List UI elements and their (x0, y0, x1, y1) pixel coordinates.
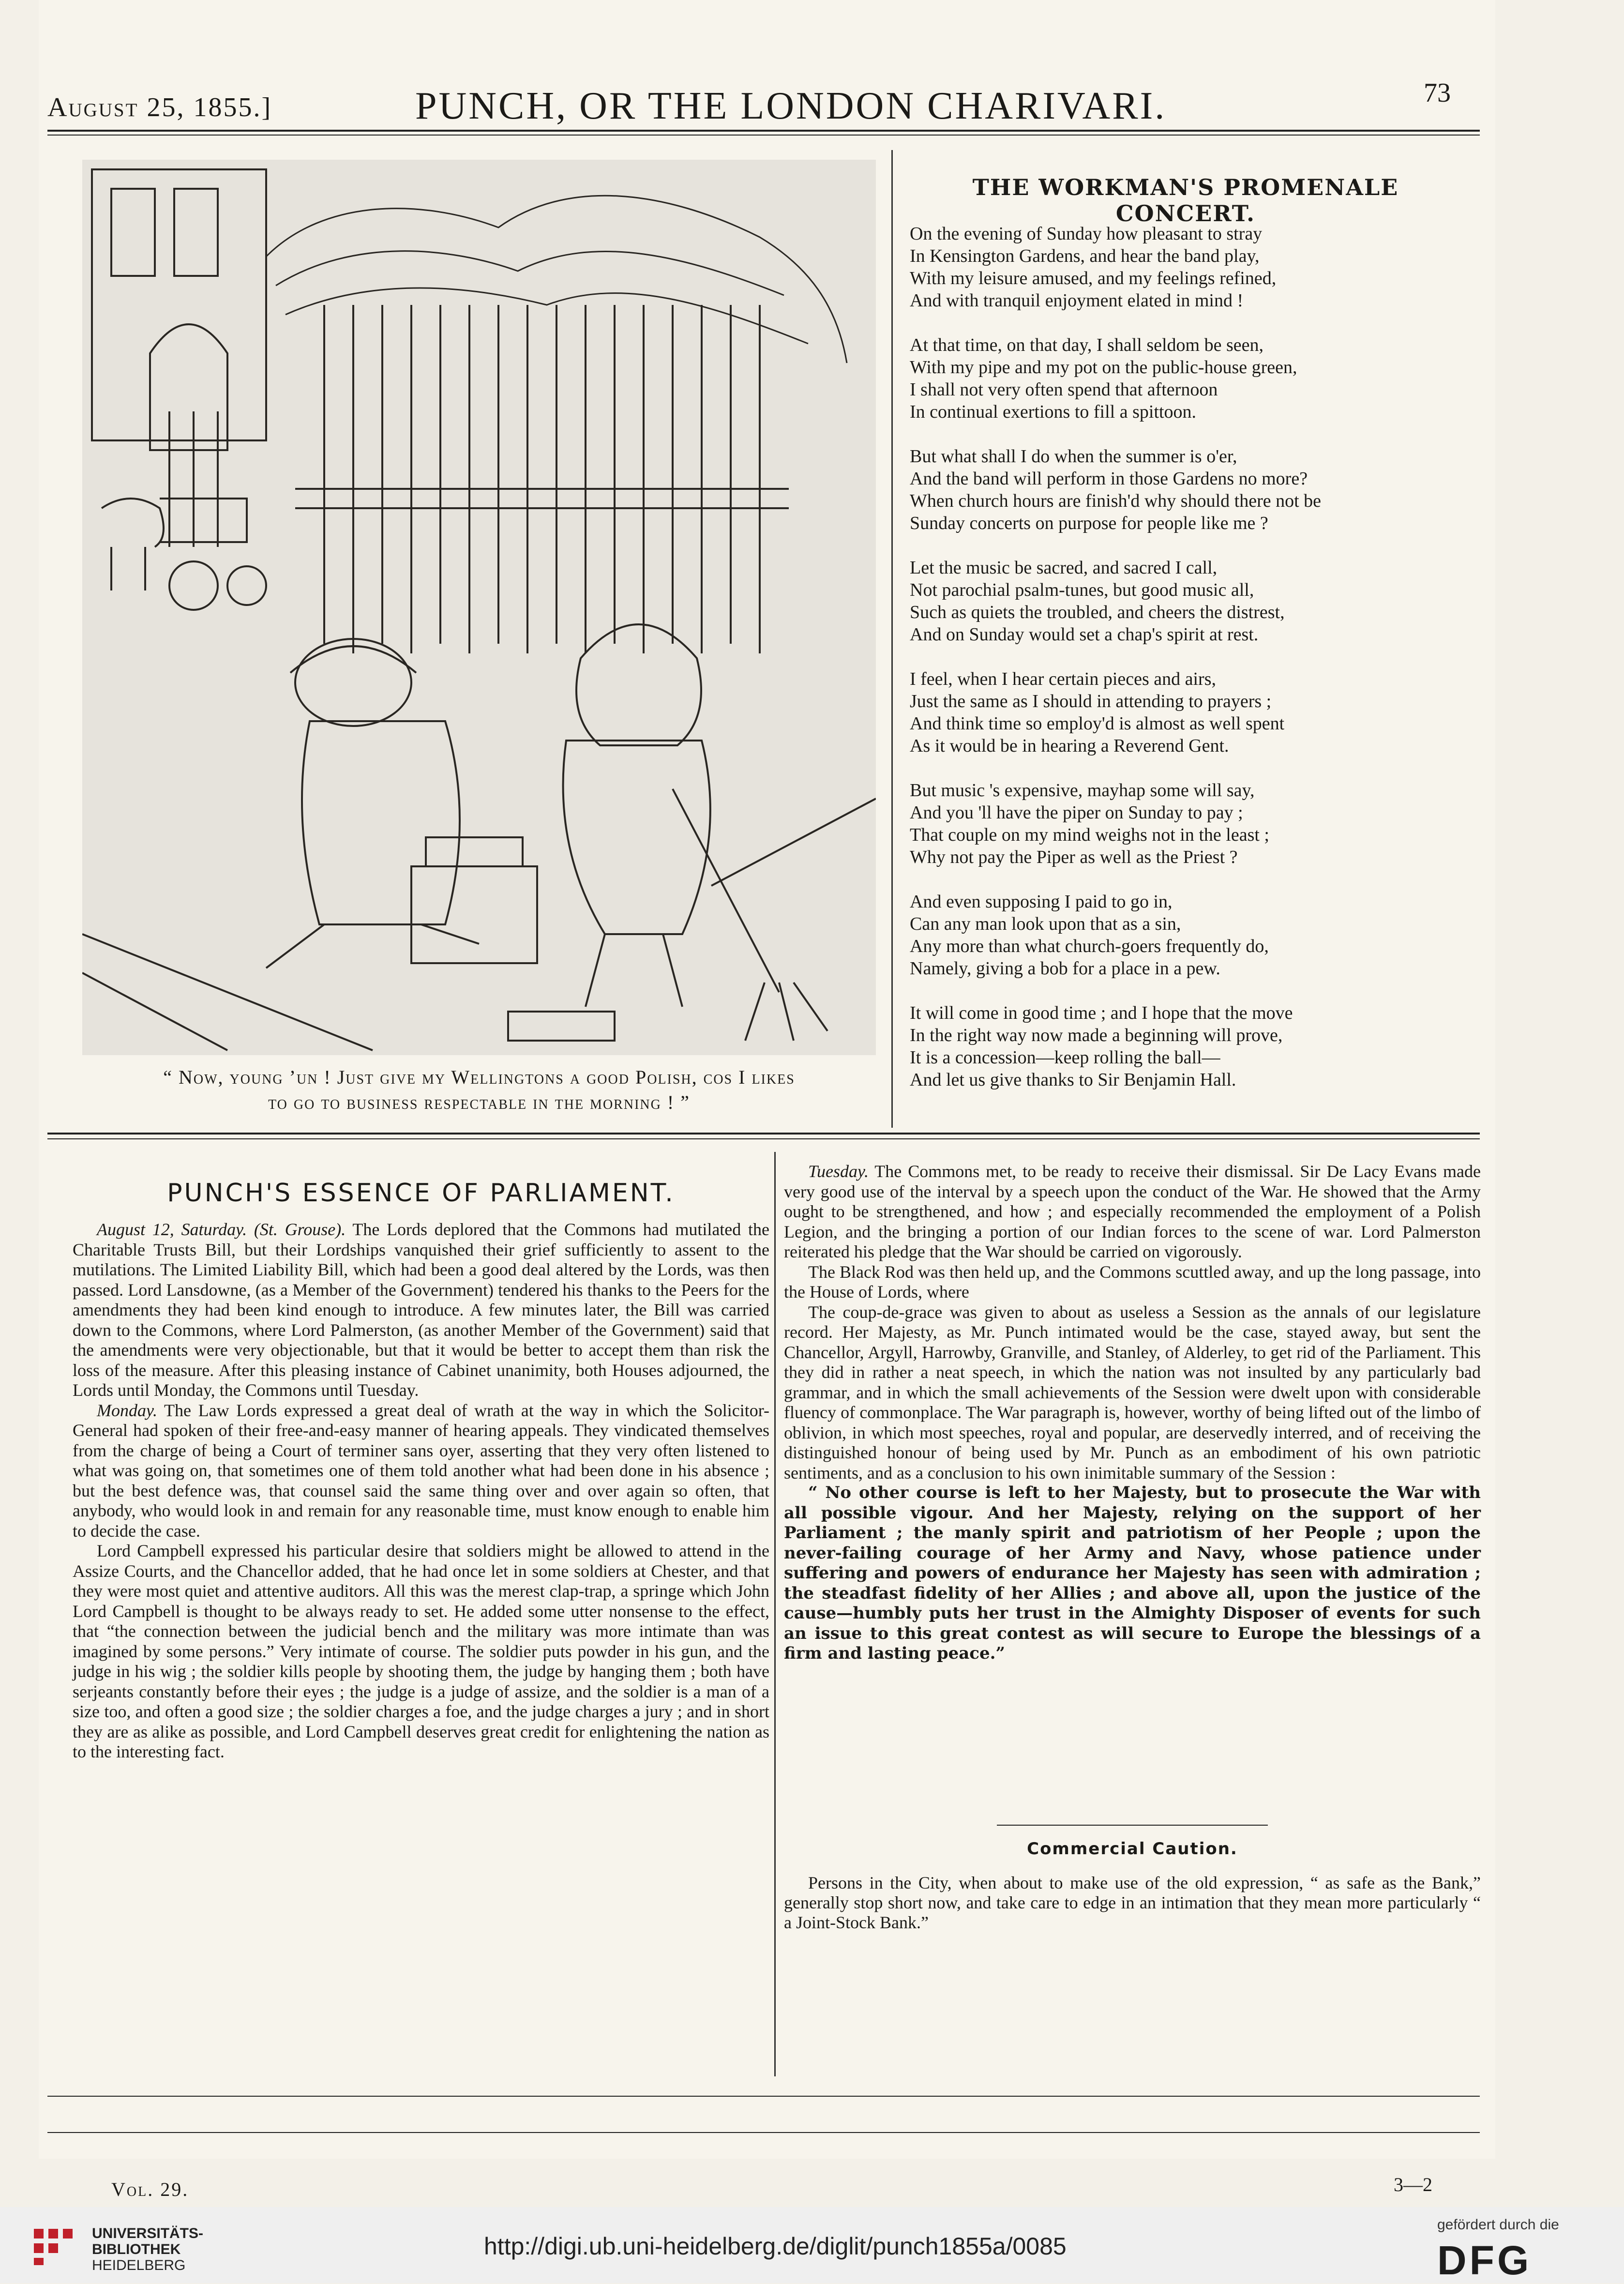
poem-line: At that time, on that day, I shall seldom be seen, (910, 335, 1263, 355)
institution-line: UNIVERSITÄTS- (92, 2225, 204, 2241)
essence-paragraph (784, 1162, 1481, 1262)
poem-line: But music 's expensive, mayhap some will say, (910, 780, 1255, 801)
poem-body (910, 223, 1471, 1113)
poem-title: THE WORKMAN'S PROMENALE CONCERT. (972, 174, 1399, 227)
issue-date: August 25, 1855.] (47, 92, 272, 122)
poem-line: And you 'll have the piper on Sunday to pay ; (910, 802, 1243, 823)
caption-line-1: “ Now, young ’un ! Just give my Wellingtons a good Polish, cos I likes (163, 1066, 795, 1088)
poem-line: Namely, giving a bob for a place in a pew. (910, 958, 1220, 979)
dfg-logo: DFG (1437, 2238, 1532, 2283)
poem-line: I feel, when I hear certain pieces and airs, (910, 669, 1216, 689)
page-number: 73 (1424, 78, 1451, 108)
commercial-title: Commercial Caution. (1027, 1839, 1238, 1859)
commercial-caution (784, 1873, 1481, 1933)
permalink-url[interactable]: http://digi.ub.uni-heidelberg.de/diglit/punch1855a/0085 (484, 2233, 1067, 2260)
poem-line: And on Sunday would set a chap's spirit at rest. (910, 624, 1259, 645)
paragraph-date: Tuesday. (808, 1162, 869, 1181)
header-rule (47, 130, 1480, 132)
poem-line: That couple on my mind weighs not in the least ; (910, 825, 1269, 845)
poem-stanza (910, 223, 1471, 312)
poem-stanza (910, 1002, 1471, 1091)
poem-line: Such as quiets the troubled, and cheers the distrest, (910, 602, 1285, 622)
footer-rule-2 (47, 2132, 1480, 2133)
masthead-title: PUNCH, OR THE LONDON CHARIVARI. (415, 85, 1167, 127)
poem-stanza (910, 779, 1471, 868)
university-library-logo (29, 2224, 82, 2268)
page-header (47, 77, 1480, 126)
essence-paragraph (73, 1220, 769, 1401)
footer-rule (47, 2096, 1480, 2097)
poem-line: It is a concession—keep rolling the ball— (910, 1047, 1220, 1068)
poem-line: With my pipe and my pot on the public-house green, (910, 357, 1297, 378)
poem-line: And even supposing I paid to go in, (910, 892, 1173, 912)
essence-title: PUNCH'S ESSENCE OF PARLIAMENT. (167, 1179, 675, 1208)
poem-line: And think time so employ'd is almost as well spent (910, 713, 1285, 734)
poem-line: Just the same as I should in attending to prayers ; (910, 691, 1272, 711)
poem-stanza (910, 891, 1471, 980)
poem-stanza (910, 445, 1471, 534)
essence-paragraph: Lord Campbell expressed his particular desire that soldiers might be allowed to attend in the Assize Courts, and the Chancellor added, that he had once let in some soldiers at Chester, and that they were most quiet and attentive auditors. All this was the merest clap-trap, a springe which John Lord Campbell is thought to be always ready to set. He added some utter nonsense to the effect, that “the connection between the judicial bench and the military was more intimate than was imagined by some persons.” Very intimate of course. The soldier puts powder in his gun, and the judge in his wig ; the soldier kills people by shooting them, the judge by hanging them ; both have serjeants constantly before their eyes ; the judge is a judge of assize, and the soldier is a man of a size too, and often a good size ; the soldier charges a foe, and the judge charges a jury ; and in short they are as alike as possible, and Lord Campbell deserves great credit for enlightening the nation as to the interesting fact. (73, 1541, 769, 1761)
section-rule (47, 1133, 1480, 1134)
paragraph-date: August 12, Saturday. (St. Grouse). (97, 1220, 346, 1239)
cartoon-illustration (82, 160, 876, 1055)
poem-line: It will come in good time ; and I hope that the move (910, 1003, 1293, 1023)
institution-line: BIBLIOTHEK (92, 2241, 181, 2257)
paragraph-text: The Law Lords expressed a great deal of wrath at the way in which the Solicitor-General had spoken of their free-and-easy manner of hearing appeals. They vindicated themselves from the charge of being a Court of terminer sans oyer, asserting that they very often listened to what was going on, that sometimes one of them told another what had been done in his absence ; but the best defence was, that counsel said the same thing over and over again so often, that anybody, who would look in and remain for any reasonable time, must know enough to enable him to decide the case. (73, 1400, 769, 1541)
column-divider-bottom (774, 1152, 776, 2076)
poem-line: But what shall I do when the summer is o'er, (910, 446, 1237, 467)
poem-line: In the right way now made a beginning will prove, (910, 1025, 1283, 1045)
poem-stanza (910, 668, 1471, 757)
paragraph-date: Monday. (97, 1400, 157, 1420)
essence-paragraph: The Black Rod was then held up, and the Commons scuttled away, and up the long passage, into the House of Lords, where (784, 1262, 1481, 1301)
poem-line: And the band will perform in those Gardens no more? (910, 469, 1308, 489)
header-rule-thin (47, 135, 1480, 136)
queens-speech-quote: “ No other course is left to her Majesty, but to prosecute the War with all possible vigour. And her Majesty, relying on the support of her Parliament ; the manly spirit and patriotism of her People ; upon the never-failing courage of her Army and Navy, whose patience under suffering and powers of endurance her Majesty has seen with admiration ; the steadfast fidelity of her Allies ; and above all, upon the justice of the cause—humbly puts her trust in the Almighty Disposer of events for such an issue to this great contest as will secure to Europe the blessings of a firm and lasting peace.” (784, 1483, 1481, 1663)
poem-line: With my leisure amused, and my feelings refined, (910, 268, 1277, 288)
illustration-caption (73, 1065, 886, 1115)
poem-line: In Kensington Gardens, and hear the band play, (910, 246, 1260, 266)
poem-line: Let the music be sacred, and sacred I call, (910, 558, 1218, 578)
poem-stanza (910, 334, 1471, 423)
university-library-name (92, 2225, 203, 2273)
caption-line-2: to go to business respectable in the morning ! ” (268, 1091, 690, 1113)
paragraph-text: The Lords deplored that the Commons had mutilated the Charitable Trusts Bill, but their Lordships vanquished their grief sufficiently to assent to the mutilations. The Limited Liability Bill, which had been a good deal altered by the Lords, was then passed. Lord Lansdowne, (as a Member of the Government) tendered his thanks to the Peers for the amendments they had been kind enough to introduce. A few minutes later, the Bill was carried down to the Commons, where Lord Palmerston, (as another Member of the Government) said that the amendments were very objectionable, but that it would be better to accept them than risk the loss of the measure. After this pleasing instance of Cabinet unanimity, both Houses adjourned, the Lords until Monday, the Commons until Tuesday. (73, 1220, 769, 1400)
poem-line: Why not pay the Piper as well as the Priest ? (910, 847, 1238, 867)
poem-line: In continual exertions to fill a spittoon. (910, 402, 1197, 422)
article-separator (997, 1825, 1268, 1826)
column-divider-top (891, 150, 893, 1128)
poem-line: I shall not very often spend that afternoon (910, 379, 1218, 400)
essence-column-right (784, 1162, 1481, 1664)
funder-label: gefördert durch die (1437, 2217, 1559, 2233)
paragraph-text: The Commons met, to be ready to receive their dismissal. Sir De Lacy Evans made very good use of the interval by a speech upon the conduct of the War. He showed that the Army ought to be strengthened, and how ; and especially recommended the employment of a Polish Legion, and the bringing a portion of our Indian forces to the scene of war. Lord Palmerston reiterated his pledge that the War should be carried on vigorously. (784, 1162, 1481, 1261)
essence-column-left (73, 1220, 769, 1762)
poem-line: And with tranquil enjoyment elated in mind ! (910, 290, 1244, 311)
poem-line: Sunday concerts on purpose for people like me ? (910, 513, 1268, 533)
institution-line: HEIDELBERG (92, 2257, 186, 2273)
poem-line: As it would be in hearing a Reverend Gent. (910, 736, 1229, 756)
poem-line: And let us give thanks to Sir Benjamin Hall. (910, 1070, 1236, 1090)
poem-line: On the evening of Sunday how pleasant to stray (910, 224, 1263, 244)
commercial-text: Persons in the City, when about to make use of the old expression, “ as safe as the Bank,” generally stop short now, and take care to edge in an intimation that they mean more particularly “ a Joint-Stock Bank.” (784, 1873, 1481, 1932)
poem-line: Can any man look upon that as a sin, (910, 914, 1181, 934)
section-rule-thin (47, 1138, 1480, 1139)
essence-paragraph: The coup-de-grace was given to about as useless a Session as the annals of our legislature record. Her Majesty, as Mr. Punch intimated would be the case, stayed away, but sent the Chancellor, Argyll, Harrowby, Granville, and Stanley, of Alderley, to get rid of the Parliament. This they did in rather a neat speech, in which the nation was not insulted by any particularly bad grammar, and in which the small achievements of the Session were dwelt upon with considerable fluency of commonplace. The War paragraph is, however, worthy of being lifted out of the limbo of oblivion, in which most speeches, royal and popular, are deservedly interred, and of receiving the distinguished honour of being used by Mr. Punch as an embodiment of his own patriotic sentiments, and as a conclusion to his own inimitable summary of the Session : (784, 1302, 1481, 1482)
poem-stanza (910, 557, 1471, 646)
essence-paragraph (73, 1401, 769, 1542)
poem-line: When church hours are finish'd why should there not be (910, 491, 1322, 511)
volume-label: Vol. 29. (111, 2178, 189, 2200)
poem-line: Not parochial psalm-tunes, but good music all, (910, 580, 1254, 600)
poem-line: Any more than what church-goers frequently do, (910, 936, 1269, 956)
signature-mark: 3—2 (1394, 2174, 1432, 2195)
